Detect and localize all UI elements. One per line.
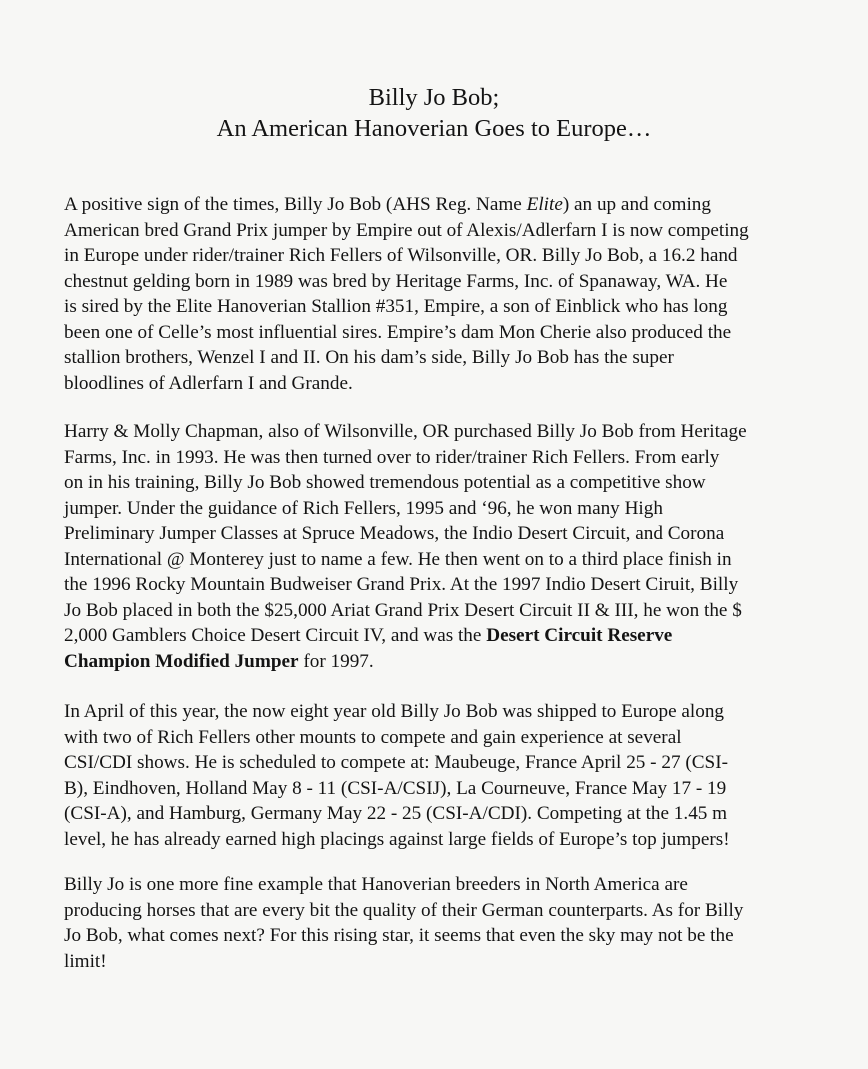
text-line: the 1996 Rocky Mountain Budweiser Grand Prix. At the 1997 Indio Desert Ciruit, Billy (64, 574, 739, 595)
text-line (64, 649, 854, 675)
paragraph-4 (64, 872, 854, 974)
text-line: producing horses that are every bit the quality of their German counterparts. As for Billy (64, 899, 744, 921)
text-line: Billy Jo is one more fine example that Hanoverian breeders in North America are (64, 874, 688, 895)
text-line: Jo Bob, what comes next? For this rising star, it seems that even the sky may not be the (64, 925, 734, 946)
text-line: on in his training, Billy Jo Bob showed tremendous potential as a competitive show (64, 472, 706, 493)
paragraph-1 (64, 192, 854, 396)
award-title-bold: Desert Circuit Reserve (486, 625, 673, 646)
title-line-2: An American Hanoverian Goes to Europe… (216, 115, 652, 142)
text-line (64, 192, 854, 218)
paragraph-3 (64, 699, 854, 852)
text-line: limit! (64, 950, 107, 972)
text-line: American bred Grand Prix jumper by Empire out of Alexis/Adlerfarn I is now competing (64, 219, 749, 241)
text-run: ) an up and coming (562, 194, 711, 215)
title-line-1: Billy Jo Bob; (368, 84, 500, 111)
text-line (64, 623, 854, 649)
text-line: with two of Rich Fellers other mounts to compete and gain experience at several (64, 726, 682, 748)
text-line: Jo Bob placed in both the $25,000 Ariat Grand Prix Desert Circuit II & III, he won the $ (64, 599, 742, 621)
text-line: (CSI-A), and Hamburg, Germany May 22 - 25 (CSI-A/CDI). Competing at the 1.45 m (64, 803, 728, 824)
text-line: been one of Celle’s most influential sires. Empire’s dam Mon Cherie also produced the (64, 321, 732, 343)
registered-name-italic: Elite (526, 194, 563, 215)
text-line: is sired by the Elite Hanoverian Stallion #351, Empire, a son of Einblick who has long (64, 296, 728, 317)
text-line: B), Eindhoven, Holland May 8 - 11 (CSI-A/CSIJ), La Courneuve, France May 17 - 19 (64, 777, 727, 799)
text-line: Preliminary Jumper Classes at Spruce Meadows, the Indio Desert Circuit, and Corona (64, 523, 725, 544)
text-run: A positive sign of the times, Billy Jo Bob (AHS Reg. Name (64, 194, 527, 215)
text-line: in Europe under rider/trainer Rich Fellers of Wilsonville, OR. Billy Jo Bob, a 16.2 hand (64, 245, 738, 266)
text-line: stallion brothers, Wenzel I and II. On his dam’s side, Billy Jo Bob has the super (64, 347, 674, 368)
paragraph-2 (64, 419, 854, 674)
text-line: CSI/CDI shows. He is scheduled to compete at: Maubeuge, France April 25 - 27 (CSI- (64, 752, 728, 773)
text-line: jumper. Under the guidance of Rich Fellers, 1995 and ‘96, he won many High (64, 497, 663, 519)
text-line: In April of this year, the now eight year old Billy Jo Bob was shipped to Europe along (64, 701, 725, 722)
award-title-bold: Champion Modified Jumper (64, 650, 299, 672)
text-run: 2,000 Gamblers Choice Desert Circuit IV, and was the (64, 625, 487, 646)
text-line: chestnut gelding born in 1989 was bred by Heritage Farms, Inc. of Spanaway, WA. He (64, 270, 728, 292)
text-line: Harry & Molly Chapman, also of Wilsonville, OR purchased Billy Jo Bob from Heritage (64, 421, 747, 442)
text-line: level, he has already earned high placings against large fields of Europe’s top jumpers! (64, 828, 730, 850)
text-run: for 1997. (298, 650, 374, 672)
article-title (0, 82, 868, 144)
text-line: International @ Monterey just to name a few. He then went on to a third place finish in (64, 548, 732, 570)
text-line: Farms, Inc. in 1993. He was then turned over to rider/trainer Rich Fellers. From early (64, 446, 720, 468)
text-line: bloodlines of Adlerfarn I and Grande. (64, 372, 353, 394)
